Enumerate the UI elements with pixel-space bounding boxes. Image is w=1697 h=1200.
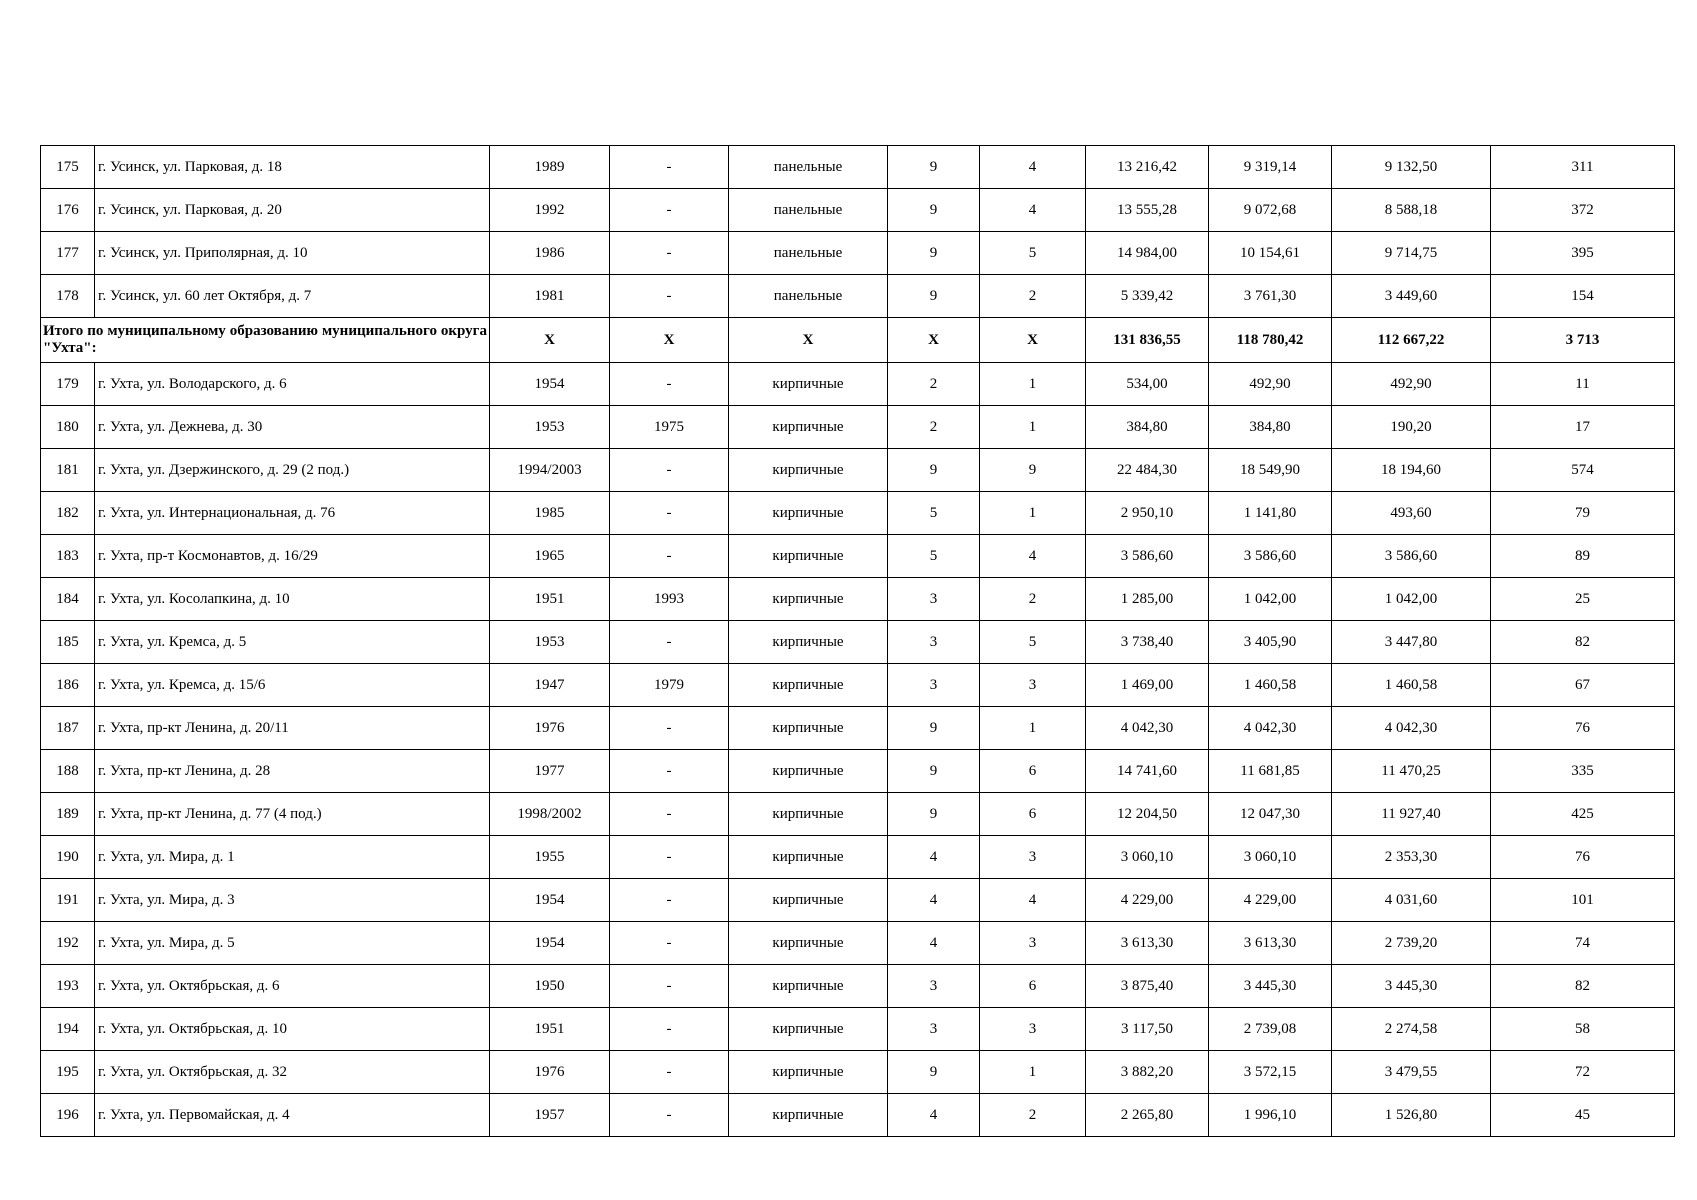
wall-material-cell: кирпичные [729,363,888,406]
table-row [41,189,1675,232]
year-built-cell: 1965 [490,535,610,578]
residential-area-cell: 11 927,40 [1332,793,1491,836]
total-area-cell: 4 229,00 [1086,879,1209,922]
residential-area-cell: 3 449,60 [1332,275,1491,318]
wall-material-cell: панельные [729,275,888,318]
row-number-cell: 180 [41,406,95,449]
floors-cell: 5 [888,535,980,578]
floors-cell: 2 [888,363,980,406]
total-x-entrances: X [980,318,1086,363]
entrances-cell: 4 [980,189,1086,232]
residential-area-cell: 2 353,30 [1332,836,1491,879]
table-row [41,449,1675,492]
renovation-year-cell: - [610,449,729,492]
renovation-year-cell: - [610,922,729,965]
address-cell: г. Ухта, пр-т Космонавтов, д. 16/29 [95,535,490,578]
living-area-cell: 1 996,10 [1209,1094,1332,1137]
housing-table [40,145,1675,1137]
row-number-cell: 179 [41,363,95,406]
address-cell: г. Ухта, ул. Интернациональная, д. 76 [95,492,490,535]
residents-cell: 11 [1491,363,1675,406]
document-page [40,145,1674,1137]
address-cell: г. Усинск, ул. Приполярная, д. 10 [95,232,490,275]
wall-material-cell: панельные [729,232,888,275]
renovation-year-cell: - [610,189,729,232]
year-built-cell: 1994/2003 [490,449,610,492]
table-row [41,621,1675,664]
total-x-year: X [490,318,610,363]
living-area-cell: 3 060,10 [1209,836,1332,879]
row-number-cell: 183 [41,535,95,578]
total-area-cell: 13 216,42 [1086,146,1209,189]
renovation-year-cell: - [610,1094,729,1137]
row-number-cell: 185 [41,621,95,664]
residential-area-cell: 9 714,75 [1332,232,1491,275]
total-area: 131 836,55 [1086,318,1209,363]
residential-area-cell: 2 739,20 [1332,922,1491,965]
entrances-cell: 2 [980,275,1086,318]
entrances-cell: 3 [980,836,1086,879]
wall-material-cell: кирпичные [729,750,888,793]
total-living-area: 118 780,42 [1209,318,1332,363]
wall-material-cell: кирпичные [729,664,888,707]
wall-material-cell: кирпичные [729,621,888,664]
wall-material-cell: кирпичные [729,1008,888,1051]
residential-area-cell: 190,20 [1332,406,1491,449]
total-area-cell: 2 950,10 [1086,492,1209,535]
wall-material-cell: кирпичные [729,836,888,879]
address-cell: г. Ухта, ул. Володарского, д. 6 [95,363,490,406]
year-built-cell: 1955 [490,836,610,879]
row-number-cell: 176 [41,189,95,232]
renovation-year-cell: - [610,621,729,664]
living-area-cell: 9 319,14 [1209,146,1332,189]
floors-cell: 9 [888,275,980,318]
residents-cell: 76 [1491,836,1675,879]
floors-cell: 3 [888,664,980,707]
row-number-cell: 191 [41,879,95,922]
year-built-cell: 1986 [490,232,610,275]
table-row [41,232,1675,275]
entrances-cell: 4 [980,879,1086,922]
total-area-cell: 3 586,60 [1086,535,1209,578]
table-row [41,1051,1675,1094]
wall-material-cell: кирпичные [729,406,888,449]
floors-cell: 9 [888,189,980,232]
residents-cell: 17 [1491,406,1675,449]
wall-material-cell: кирпичные [729,449,888,492]
table-row [41,535,1675,578]
row-number-cell: 175 [41,146,95,189]
living-area-cell: 1 042,00 [1209,578,1332,621]
wall-material-cell: кирпичные [729,492,888,535]
total-area-cell: 13 555,28 [1086,189,1209,232]
address-cell: г. Ухта, ул. Октябрьская, д. 6 [95,965,490,1008]
residents-cell: 311 [1491,146,1675,189]
living-area-cell: 9 072,68 [1209,189,1332,232]
year-built-cell: 1957 [490,1094,610,1137]
address-cell: г. Ухта, пр-кт Ленина, д. 77 (4 под.) [95,793,490,836]
renovation-year-cell: - [610,232,729,275]
residential-area-cell: 11 470,25 [1332,750,1491,793]
residents-cell: 89 [1491,535,1675,578]
floors-cell: 4 [888,922,980,965]
wall-material-cell: кирпичные [729,922,888,965]
wall-material-cell: кирпичные [729,535,888,578]
living-area-cell: 3 761,30 [1209,275,1332,318]
year-built-cell: 1992 [490,189,610,232]
row-number-cell: 192 [41,922,95,965]
total-area-cell: 3 882,20 [1086,1051,1209,1094]
renovation-year-cell: - [610,879,729,922]
renovation-year-cell: - [610,492,729,535]
address-cell: г. Усинск, ул. Парковая, д. 18 [95,146,490,189]
year-built-cell: 1951 [490,1008,610,1051]
residents-cell: 395 [1491,232,1675,275]
table-row [41,922,1675,965]
total-x-renovation: X [610,318,729,363]
address-cell: г. Ухта, ул. Мира, д. 5 [95,922,490,965]
year-built-cell: 1954 [490,922,610,965]
residential-area-cell: 1 042,00 [1332,578,1491,621]
living-area-cell: 1 141,80 [1209,492,1332,535]
table-row [41,492,1675,535]
renovation-year-cell: - [610,707,729,750]
table-row [41,146,1675,189]
floors-cell: 9 [888,449,980,492]
year-built-cell: 1953 [490,621,610,664]
residential-area-cell: 4 042,30 [1332,707,1491,750]
table-row [41,879,1675,922]
table-row [41,406,1675,449]
entrances-cell: 1 [980,406,1086,449]
renovation-year-cell: - [610,836,729,879]
residents-cell: 79 [1491,492,1675,535]
total-residential-area: 112 667,22 [1332,318,1491,363]
residents-cell: 72 [1491,1051,1675,1094]
entrances-cell: 4 [980,146,1086,189]
row-number-cell: 177 [41,232,95,275]
total-area-cell: 3 613,30 [1086,922,1209,965]
wall-material-cell: кирпичные [729,793,888,836]
living-area-cell: 492,90 [1209,363,1332,406]
residential-area-cell: 3 445,30 [1332,965,1491,1008]
residential-area-cell: 3 447,80 [1332,621,1491,664]
floors-cell: 3 [888,1008,980,1051]
floors-cell: 3 [888,621,980,664]
entrances-cell: 5 [980,232,1086,275]
total-area-cell: 3 738,40 [1086,621,1209,664]
residents-cell: 74 [1491,922,1675,965]
address-cell: г. Ухта, ул. Мира, д. 1 [95,836,490,879]
residential-area-cell: 18 194,60 [1332,449,1491,492]
total-area-cell: 3 060,10 [1086,836,1209,879]
total-area-cell: 14 741,60 [1086,750,1209,793]
wall-material-cell: панельные [729,189,888,232]
floors-cell: 9 [888,750,980,793]
entrances-cell: 5 [980,621,1086,664]
year-built-cell: 1954 [490,363,610,406]
floors-cell: 4 [888,1094,980,1137]
total-area-cell: 14 984,00 [1086,232,1209,275]
address-cell: г. Ухта, ул. Октябрьская, д. 32 [95,1051,490,1094]
address-cell: г. Усинск, ул. 60 лет Октября, д. 7 [95,275,490,318]
year-built-cell: 1998/2002 [490,793,610,836]
residents-cell: 76 [1491,707,1675,750]
entrances-cell: 1 [980,363,1086,406]
row-number-cell: 178 [41,275,95,318]
table-row [41,750,1675,793]
entrances-cell: 3 [980,664,1086,707]
address-cell: г. Усинск, ул. Парковая, д. 20 [95,189,490,232]
residents-cell: 425 [1491,793,1675,836]
table-body-total [41,318,1675,363]
total-area-cell: 1 469,00 [1086,664,1209,707]
living-area-cell: 3 405,90 [1209,621,1332,664]
address-cell: г. Ухта, пр-кт Ленина, д. 28 [95,750,490,793]
table-row [41,707,1675,750]
total-area-cell: 3 875,40 [1086,965,1209,1008]
year-built-cell: 1977 [490,750,610,793]
address-cell: г. Ухта, ул. Кремса, д. 5 [95,621,490,664]
row-number-cell: 194 [41,1008,95,1051]
renovation-year-cell: - [610,535,729,578]
renovation-year-cell: - [610,793,729,836]
living-area-cell: 3 613,30 [1209,922,1332,965]
row-number-cell: 188 [41,750,95,793]
total-residents: 3 713 [1491,318,1675,363]
residents-cell: 67 [1491,664,1675,707]
living-area-cell: 4 229,00 [1209,879,1332,922]
row-number-cell: 190 [41,836,95,879]
entrances-cell: 6 [980,965,1086,1008]
living-area-cell: 3 586,60 [1209,535,1332,578]
residential-area-cell: 492,90 [1332,363,1491,406]
residential-area-cell: 8 588,18 [1332,189,1491,232]
total-area-cell: 384,80 [1086,406,1209,449]
entrances-cell: 3 [980,922,1086,965]
entrances-cell: 1 [980,492,1086,535]
living-area-cell: 2 739,08 [1209,1008,1332,1051]
wall-material-cell: кирпичные [729,965,888,1008]
row-number-cell: 193 [41,965,95,1008]
floors-cell: 2 [888,406,980,449]
wall-material-cell: кирпичные [729,707,888,750]
row-number-cell: 195 [41,1051,95,1094]
table-body-bottom [41,363,1675,1137]
year-built-cell: 1976 [490,707,610,750]
floors-cell: 9 [888,793,980,836]
floors-cell: 9 [888,707,980,750]
residents-cell: 574 [1491,449,1675,492]
table-row [41,1008,1675,1051]
total-x-material: X [729,318,888,363]
living-area-cell: 3 445,30 [1209,965,1332,1008]
address-cell: г. Ухта, ул. Дежнева, д. 30 [95,406,490,449]
address-cell: г. Ухта, ул. Дзержинского, д. 29 (2 под.) [95,449,490,492]
renovation-year-cell: 1979 [610,664,729,707]
residents-cell: 82 [1491,621,1675,664]
entrances-cell: 3 [980,1008,1086,1051]
row-number-cell: 189 [41,793,95,836]
entrances-cell: 2 [980,1094,1086,1137]
total-area-cell: 5 339,42 [1086,275,1209,318]
residential-area-cell: 1 460,58 [1332,664,1491,707]
total-area-cell: 1 285,00 [1086,578,1209,621]
year-built-cell: 1951 [490,578,610,621]
residents-cell: 45 [1491,1094,1675,1137]
floors-cell: 4 [888,879,980,922]
renovation-year-cell: - [610,146,729,189]
row-number-cell: 187 [41,707,95,750]
table-row [41,664,1675,707]
total-area-cell: 534,00 [1086,363,1209,406]
total-row [41,318,1675,363]
residents-cell: 335 [1491,750,1675,793]
total-area-cell: 4 042,30 [1086,707,1209,750]
living-area-cell: 11 681,85 [1209,750,1332,793]
residents-cell: 101 [1491,879,1675,922]
total-area-cell: 3 117,50 [1086,1008,1209,1051]
entrances-cell: 6 [980,750,1086,793]
table-row [41,275,1675,318]
residents-cell: 154 [1491,275,1675,318]
row-number-cell: 181 [41,449,95,492]
row-number-cell: 186 [41,664,95,707]
row-number-cell: 182 [41,492,95,535]
year-built-cell: 1976 [490,1051,610,1094]
wall-material-cell: кирпичные [729,879,888,922]
year-built-cell: 1985 [490,492,610,535]
floors-cell: 4 [888,836,980,879]
renovation-year-cell: - [610,1051,729,1094]
living-area-cell: 4 042,30 [1209,707,1332,750]
residential-area-cell: 3 479,55 [1332,1051,1491,1094]
year-built-cell: 1989 [490,146,610,189]
floors-cell: 9 [888,1051,980,1094]
year-built-cell: 1950 [490,965,610,1008]
table-row [41,793,1675,836]
wall-material-cell: кирпичные [729,1094,888,1137]
total-x-floors: X [888,318,980,363]
address-cell: г. Ухта, ул. Мира, д. 3 [95,879,490,922]
total-label: Итого по муниципальному образованию муниципального округа "Ухта": [41,318,490,363]
year-built-cell: 1981 [490,275,610,318]
entrances-cell: 1 [980,707,1086,750]
wall-material-cell: кирпичные [729,578,888,621]
address-cell: г. Ухта, ул. Косолапкина, д. 10 [95,578,490,621]
row-number-cell: 196 [41,1094,95,1137]
renovation-year-cell: - [610,965,729,1008]
residential-area-cell: 493,60 [1332,492,1491,535]
wall-material-cell: кирпичные [729,1051,888,1094]
total-area-cell: 2 265,80 [1086,1094,1209,1137]
address-cell: г. Ухта, пр-кт Ленина, д. 20/11 [95,707,490,750]
living-area-cell: 3 572,15 [1209,1051,1332,1094]
entrances-cell: 9 [980,449,1086,492]
floors-cell: 9 [888,232,980,275]
living-area-cell: 12 047,30 [1209,793,1332,836]
table-body-top [41,146,1675,318]
living-area-cell: 384,80 [1209,406,1332,449]
living-area-cell: 18 549,90 [1209,449,1332,492]
residential-area-cell: 2 274,58 [1332,1008,1491,1051]
residential-area-cell: 1 526,80 [1332,1094,1491,1137]
row-number-cell: 184 [41,578,95,621]
address-cell: г. Ухта, ул. Кремса, д. 15/6 [95,664,490,707]
year-built-cell: 1954 [490,879,610,922]
residential-area-cell: 4 031,60 [1332,879,1491,922]
floors-cell: 3 [888,965,980,1008]
year-built-cell: 1953 [490,406,610,449]
living-area-cell: 1 460,58 [1209,664,1332,707]
living-area-cell: 10 154,61 [1209,232,1332,275]
renovation-year-cell: 1993 [610,578,729,621]
entrances-cell: 6 [980,793,1086,836]
wall-material-cell: панельные [729,146,888,189]
residents-cell: 82 [1491,965,1675,1008]
address-cell: г. Ухта, ул. Октябрьская, д. 10 [95,1008,490,1051]
renovation-year-cell: - [610,363,729,406]
renovation-year-cell: - [610,1008,729,1051]
residential-area-cell: 3 586,60 [1332,535,1491,578]
entrances-cell: 4 [980,535,1086,578]
address-cell: г. Ухта, ул. Первомайская, д. 4 [95,1094,490,1137]
residential-area-cell: 9 132,50 [1332,146,1491,189]
floors-cell: 5 [888,492,980,535]
renovation-year-cell: - [610,750,729,793]
table-row [41,965,1675,1008]
total-area-cell: 22 484,30 [1086,449,1209,492]
floors-cell: 3 [888,578,980,621]
floors-cell: 9 [888,146,980,189]
residents-cell: 58 [1491,1008,1675,1051]
residents-cell: 372 [1491,189,1675,232]
table-row [41,1094,1675,1137]
residents-cell: 25 [1491,578,1675,621]
renovation-year-cell: - [610,275,729,318]
total-area-cell: 12 204,50 [1086,793,1209,836]
table-row [41,836,1675,879]
entrances-cell: 2 [980,578,1086,621]
entrances-cell: 1 [980,1051,1086,1094]
table-row [41,578,1675,621]
renovation-year-cell: 1975 [610,406,729,449]
table-row [41,363,1675,406]
year-built-cell: 1947 [490,664,610,707]
